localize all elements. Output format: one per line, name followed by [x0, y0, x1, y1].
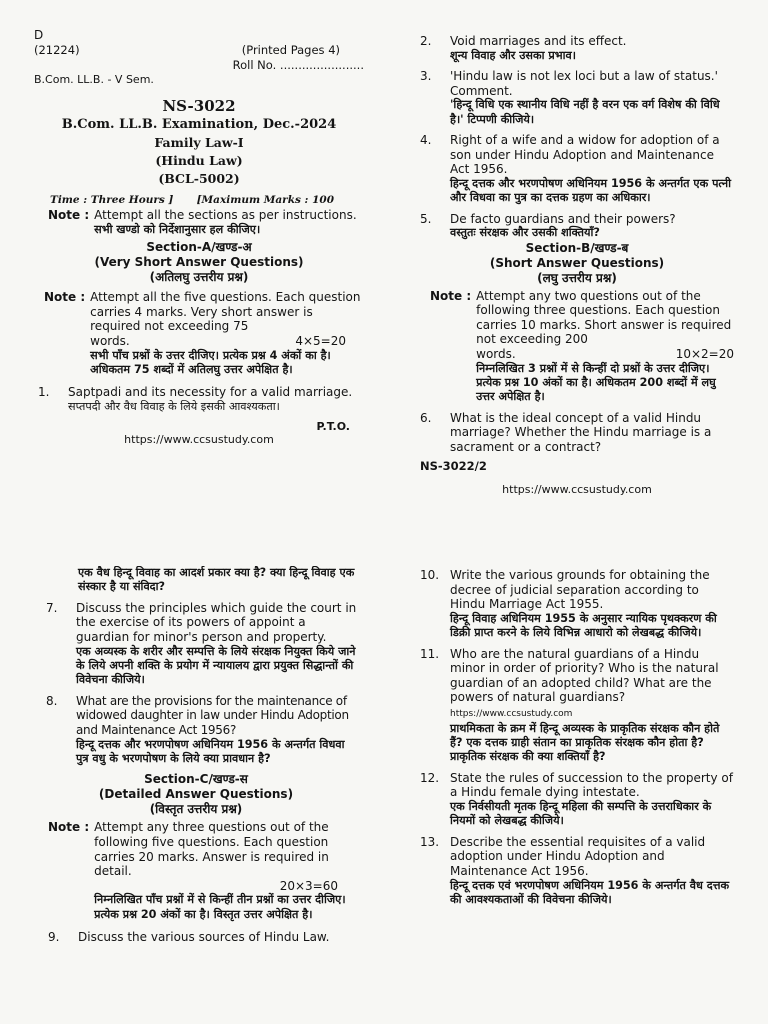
question-13: [420, 835, 734, 908]
section-b-subheading-hi: (लघु उत्तरीय प्रश्न): [537, 270, 617, 285]
question-10: [420, 568, 734, 641]
source-url: https://www.ccsustudy.com: [124, 433, 274, 447]
question-2: [420, 34, 734, 63]
question-number: 10.: [420, 568, 440, 582]
question-7-en: Discuss the principles which guide the court in the exercise of its powers of appoint a guardian for minor's person and property.: [76, 600, 357, 644]
question-11-en: Who are the natural guardians of a Hindu minor in order of priority? Who is the natural guardian of an adopted child? What are the powers of natural guardians? https://www.ccsustudy.com: [450, 646, 719, 719]
section-a-header: [34, 240, 364, 285]
question-number: 8.: [46, 693, 58, 708]
section-c-note-en: Attempt any three questions out of the following five questions. Each question carries 20 marks. Answer is required in detail.: [94, 820, 329, 879]
question-6-hi: एक वैध हिन्दू विवाह का आदर्श प्रकार क्या है? क्या हिन्दू विवाह एक संस्कार है या संविदा?: [78, 566, 355, 594]
question-12: [420, 771, 734, 829]
question-2-en: Void marriages and its effect.: [450, 34, 627, 48]
question-8: [34, 694, 358, 767]
question-number: 11.: [420, 646, 440, 661]
question-4-hi: हिन्दू दत्तक और भरणपोषण अधिनियम 1956 के अन्तर्गत एक पत्नी और विधवा का पुत्र का दत्तक ग्रहण का अधिकार।: [450, 176, 731, 205]
question-9-en: Discuss the various sources of Hindu Law.: [78, 930, 330, 945]
general-note-en: Attempt all the sections as per instructions.: [94, 208, 357, 223]
question-number: 5.: [420, 211, 432, 226]
section-a-heading: Section-A/खण्ड-अ: [146, 240, 252, 255]
source-url: https://www.ccsustudy.com: [502, 482, 652, 496]
question-7-hi: एक अव्यस्क के शरीर और सम्पत्ति के लिये संरक्षक नियुक्त किये जाने के लिये अपनी शक्ति के प्रयोग में न्यायालय द्वारा प्रयुक्त सिद्धान्तों की विवेचना कीजिये।: [76, 644, 356, 687]
roll-number: Roll No. .......................: [232, 57, 364, 72]
section-b-heading: Section-B/खण्ड-ब: [525, 240, 629, 255]
question-11: [420, 647, 734, 765]
section-a-marks: 4×5=20: [295, 333, 346, 348]
time-allowed: Time : Three Hours ]: [50, 194, 174, 207]
section-b-marks: 10×2=20: [675, 346, 734, 361]
question-6-en: What is the ideal concept of a valid Hindu marriage? Whether the Hindu marriage is a sacrament or a contract?: [450, 410, 712, 454]
note-label: Note :: [48, 820, 90, 835]
section-a-note-en: Attempt all the five questions. Each question carries 4 marks. Very short answer is required not exceeding 75: [90, 290, 361, 334]
question-6: [420, 411, 734, 455]
section-c-subheading-hi: (विस्तृत उत्तरीय प्रश्न): [149, 802, 243, 817]
question-12-hi: एक निर्वसीयती मृतक हिन्दू महिला की सम्पत्ति के उत्तराधिकार के नियमों को लेखबद्ध कीजिये।: [450, 799, 712, 828]
question-number: 12.: [420, 770, 440, 785]
section-a-note: [34, 290, 364, 377]
page-code-footer: NS-3022/2: [420, 458, 487, 473]
pto-row: [34, 420, 364, 433]
question-13-en: Describe the essential requisites of a valid adoption under Hindu Adoption and Maintenance Act 1956.: [450, 834, 706, 878]
question-number: 3.: [420, 69, 432, 83]
page-1: [34, 28, 364, 533]
question-3: [420, 69, 734, 127]
question-number: 2.: [420, 34, 432, 48]
question-4-en: Right of a wife and a widow for adoption of a son under Hindu Adoption and Maintenance Act 1956.: [450, 133, 720, 177]
question-3-en: 'Hindu law is not lex loci but a law of status.' Comment.: [450, 69, 718, 98]
inline-source-url: https://www.ccsustudy.com: [450, 708, 573, 719]
header-row-1: [34, 43, 364, 58]
paper-number: (21224): [34, 42, 80, 57]
section-b-marks-row: words. 10×2=20: [476, 346, 734, 361]
general-note-hi: सभी खण्डो को निर्देशानुसार हल कीजिए।: [94, 222, 261, 236]
printed-pages: (Printed Pages 4): [241, 42, 340, 57]
note-label: Note :: [48, 208, 90, 223]
header-row-2: [34, 58, 364, 73]
pto-label: P.T.O.: [316, 420, 350, 434]
subject-subtitle: (Hindu Law): [155, 153, 243, 169]
section-c-header: [34, 772, 358, 817]
section-a-subheading-en: (Very Short Answer Questions): [94, 255, 304, 270]
question-10-en: Write the various grounds for obtaining the decree of judicial separation according to Hindu Marriage Act 1955.: [450, 568, 710, 612]
section-b-note: [420, 289, 734, 405]
question-8-hi: हिन्दू दत्तक और भरणपोषण अधिनियम 1956 के अन्तर्गत विधवा पुत्र वधु के भरणपोषण के लिये क्या प्रावधान है?: [76, 737, 345, 765]
note-label: Note :: [430, 288, 472, 303]
section-c-marks-row: [94, 879, 358, 894]
section-c-note: [34, 820, 358, 922]
subject-code: (BCL-5002): [158, 171, 240, 187]
question-number: 6.: [420, 410, 432, 425]
section-c-subheading-en: (Detailed Answer Questions): [98, 787, 294, 802]
page-2: [420, 28, 734, 533]
question-1-en: Saptpadi and its necessity for a valid marriage.: [68, 385, 353, 400]
general-note: [34, 208, 364, 237]
section-b-subheading-en: (Short Answer Questions): [489, 255, 665, 270]
note-label: Note :: [44, 290, 86, 305]
subject-title: Family Law-I: [154, 135, 244, 151]
question-9: [34, 930, 358, 945]
question-number: 9.: [48, 930, 60, 945]
section-a-marks-row: words. 4×5=20: [90, 334, 364, 349]
section-b-note-en: Attempt any two questions out of the following three questions. Each question carries 10 marks. Short answer is required not exceeding 200: [476, 288, 732, 347]
page-4: [420, 562, 734, 1024]
question-10-hi: हिन्दू विवाह अधिनियम 1955 के अनुसार न्यायिक पृथक्करण की डिक्री प्राप्त करने के लिये विभिन्न आधारो को लेखबद्ध कीजिये।: [450, 611, 717, 640]
corner-mark: D: [34, 28, 44, 42]
section-a-subheading-hi: (अतिलघु उत्तरीय प्रश्न): [149, 270, 249, 285]
question-5-hi: वस्तुतः संरक्षक और उसकी शक्तियाँ?: [450, 226, 600, 240]
question-number: 13.: [420, 834, 440, 849]
section-b-header: [420, 241, 734, 286]
question-2-hi: शून्य विवाह और उसका प्रभाव।: [450, 48, 576, 62]
question-number: 1.: [38, 385, 50, 400]
question-5: [420, 212, 734, 241]
page-3: [34, 566, 358, 1024]
section-c-marks: 20×3=60: [279, 878, 338, 893]
paper-code: NS-3022: [162, 97, 236, 116]
question-3-hi: 'हिन्दू विधि एक स्थानीय विधि नहीं है वरन एक वर्ग विशेष की विधि है।' टिप्पणी कीजिये।: [450, 98, 720, 126]
course-name: B.Com. LL.B. - V Sem.: [34, 72, 154, 86]
question-1: [34, 385, 364, 414]
question-number: 7.: [46, 600, 58, 615]
maximum-marks: [Maximum Marks : 100: [196, 194, 334, 207]
question-11-hi: प्राथमिकता के क्रम में हिन्दू अव्यस्क के प्राकृतिक संरक्षक कौन होते हैं? एक दत्तक ग्राही संतान का प्राकृतिक संरक्षक कौन होता है? प्राकृतिक संरक्षक की क्या शक्तियाँ है?: [450, 721, 720, 764]
question-1-hi: सप्तपदी और वैध विवाह के लिये इसकी आवश्यकता।: [68, 399, 280, 413]
section-c-heading: Section-C/खण्ड-स: [144, 772, 248, 787]
question-12-en: State the rules of succession to the property of a Hindu female dying intestate.: [450, 770, 733, 800]
question-number: 4.: [420, 133, 432, 147]
time-marks-row: [34, 194, 364, 206]
section-c-note-hi: निम्नलिखित पाँच प्रश्नों में से किन्हीं तीन प्रश्नों का उत्तर दीजिए। प्रत्येक प्रश्न 20 अंकों का है। विस्तृत उत्तर अपेक्षित है।: [94, 893, 346, 921]
section-a-note-hi: सभी पाँच प्रश्नों के उत्तर दीजिए। प्रत्येक प्रश्न 4 अंकों का है। अधिकतम 75 शब्दों में अतिलघु उत्तर अपेक्षित है।: [90, 348, 331, 376]
question-7: [34, 601, 358, 688]
question-4: [420, 133, 734, 206]
question-5-en: De facto guardians and their powers?: [450, 211, 676, 226]
question-13-hi: हिन्दू दत्तक एवं भरणपोषण अधिनियम 1956 के अन्तर्गत वैध दत्तक की आवश्यकताओं की विवेचना कीजिये।: [450, 878, 730, 906]
question-8-en: What are the provisions for the maintenance of widowed daughter in law under Hindu Adoption and Maintenance Act 1956?: [76, 693, 349, 737]
exam-title: B.Com. LL.B. Examination, Dec.-2024: [61, 117, 337, 133]
section-b-note-hi: निम्नलिखित 3 प्रश्नों में से किन्हीं दो प्रश्नों के उत्तर दीजिए। प्रत्येक प्रश्न 10 अंकों का है। अधिकतम 200 शब्दों में लघु उत्तर अपेक्षित है।: [476, 361, 716, 404]
